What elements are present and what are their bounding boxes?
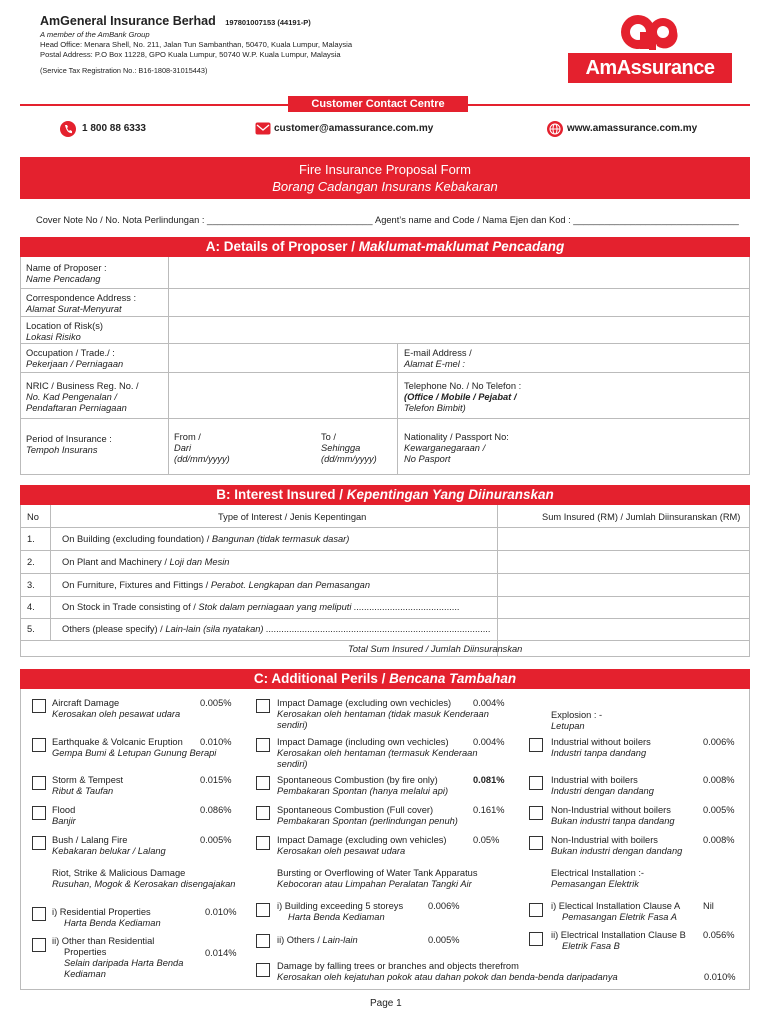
bursting-building-en: i) Building exceeding 5 storeys — [277, 901, 404, 911]
riot-other-ms1: Selain daripada Harta Benda — [64, 958, 184, 968]
brand-badge — [568, 53, 732, 83]
peril-rate: 0.005% — [200, 835, 232, 845]
peril-ms: Kebakaran belukar / Lalang — [52, 846, 166, 856]
nric-ms2: Pendaftaran Perniagaan — [26, 403, 127, 413]
peril-ms: Ribut & Taufan — [52, 786, 114, 796]
electrical-a-rate: Nil — [703, 901, 714, 911]
company-header — [40, 14, 540, 76]
row-interest-ms: Perabot. Lengkapan dan Pemasangan — [210, 580, 371, 590]
row-no: 4. — [27, 602, 35, 612]
to-format: (dd/mm/yyyy) — [321, 454, 377, 464]
company-name: AmGeneral Insurance Berhad — [40, 14, 216, 28]
row-no: 5. — [27, 624, 35, 634]
col-no-header: No — [27, 512, 39, 522]
page-number: Page 1 — [370, 998, 402, 1009]
address-input[interactable] — [170, 290, 748, 315]
occupation-input[interactable] — [170, 345, 396, 371]
peril-label — [277, 835, 447, 857]
explosion-label — [551, 805, 675, 827]
section-b-title-en: B: Interest Insured / — [216, 487, 347, 502]
nationality-en: Nationality / Passport No: — [404, 432, 509, 442]
explosion-checkbox[interactable] — [529, 776, 543, 790]
sum-insured-input[interactable] — [499, 552, 749, 572]
proposer-name-input[interactable] — [170, 259, 748, 287]
electrical-a-label — [551, 901, 680, 923]
peril-label — [52, 835, 166, 857]
explosion-option-ms: Bukan industri dengan dandang — [551, 846, 683, 856]
electrical-en: Electrical Installation :- — [551, 868, 645, 878]
peril-checkbox[interactable] — [32, 806, 46, 820]
section-b-title-ms: Kepentingan Yang Diinuranskan — [346, 487, 554, 502]
explosion-rate: 0.005% — [703, 805, 735, 815]
explosion-rate: 0.006% — [703, 737, 735, 747]
riot-other-checkbox[interactable] — [32, 938, 46, 952]
peril-ms: Gempa Bumi & Letupan Gunung Berapi — [52, 748, 217, 758]
peril-rate: 0.081% — [473, 775, 505, 785]
company-reg: 197801007153 (44191-P) — [225, 18, 311, 27]
nric-input[interactable] — [170, 374, 396, 417]
riot-other-ms2: Kediaman — [64, 969, 106, 979]
period-label — [26, 434, 112, 456]
peril-ms: Kerosakan oleh hentaman (termasuk Kenderaan sendiri) — [277, 748, 478, 769]
telephone-en: Telephone No. / No Telefon : — [404, 381, 522, 391]
riot-residential-en: i) Residential Properties — [52, 907, 151, 917]
peril-rate: 0.161% — [473, 805, 505, 815]
peril-ms: Banjir — [52, 816, 76, 826]
address-label — [26, 293, 136, 315]
location-en: Location of Risk(s) — [26, 321, 103, 331]
bursting-others-ms: Lain-lain — [322, 935, 358, 945]
peril-en: Flood — [52, 805, 76, 815]
explosion-option-en: Non-Industrial without boilers — [551, 805, 671, 815]
explosion-checkbox[interactable] — [529, 738, 543, 752]
peril-ms: Pembakaran Spontan (perlindungan penuh) — [277, 816, 458, 826]
address-ms: Alamat Surat-Menyurat — [26, 304, 122, 314]
peril-en: Spontaneous Combustion (by fire only) — [277, 775, 438, 785]
peril-ms: Kerosakan oleh pesawat udara — [277, 846, 406, 856]
electrical-a-checkbox[interactable] — [529, 903, 543, 917]
bursting-building-checkbox[interactable] — [256, 903, 270, 917]
bursting-en: Bursting or Overflowing of Water Tank Apparatus — [277, 868, 478, 878]
period-from-field[interactable] — [174, 432, 230, 465]
peril-label — [277, 805, 458, 827]
contact-website[interactable]: www.amassurance.com.my — [567, 123, 698, 134]
peril-rate: 0.015% — [200, 775, 232, 785]
explosion-label — [551, 737, 651, 759]
address-en: Correspondence Address : — [26, 293, 137, 303]
riot-en: Riot, Strike & Malicious Damage — [52, 868, 186, 878]
section-c-title-en: C: Additional Perils / — [253, 671, 390, 686]
peril-label — [277, 737, 497, 770]
peril-label — [277, 775, 448, 797]
to-en: To / — [321, 432, 336, 442]
section-a-header — [20, 237, 750, 257]
explosion-option-ms: Industri tanpa dandang — [551, 748, 647, 758]
falling-trees-ms: Kerosakan oleh kejatuhan pokok atau dahan pokok dan benda-benda daripadanya — [277, 972, 618, 982]
form-title-ms: Borang Cadangan Insurans Kebakaran — [272, 179, 498, 194]
row-interest-en: On Furniture, Fixtures and Fittings / — [62, 580, 211, 590]
bursting-others-rate: 0.005% — [428, 935, 460, 945]
riot-residential-checkbox[interactable] — [32, 907, 46, 921]
peril-ms: Kerosakan oleh hentaman (tidak masuk Kenderaan sendiri) — [277, 709, 489, 730]
proposer-name-en: Name of Proposer : — [26, 263, 107, 273]
col-sum-header: Sum Insured (RM) / Jumlah Diinsuranskan (RM) — [542, 512, 741, 522]
from-ms: Dari — [174, 443, 192, 453]
peril-en: Impact Damage (including own vechicles) — [277, 737, 449, 747]
riot-other-rate: 0.014% — [205, 948, 237, 958]
peril-label — [52, 805, 76, 827]
explosion-rate: 0.008% — [703, 775, 735, 785]
row-interest-ms: Stok dalam perniagaan yang meliputi ......................................... — [198, 602, 460, 612]
riot-heading — [52, 868, 235, 890]
electrical-b-en: ii) Electrical Installation Clause B — [551, 930, 686, 940]
form-title-en: Fire Insurance Proposal Form — [299, 162, 471, 177]
phone-icon — [60, 121, 76, 137]
peril-label — [52, 698, 180, 720]
peril-rate: 0.086% — [200, 805, 232, 815]
riot-residential-rate: 0.010% — [205, 907, 237, 917]
falling-trees-checkbox[interactable] — [256, 963, 270, 977]
nric-ms1: No. Kad Pengenalan / — [26, 392, 117, 402]
bursting-building-ms: Harta Benda Kediaman — [288, 912, 385, 922]
explosion-checkbox[interactable] — [529, 836, 543, 850]
section-a-title-ms: Maklumat-maklumat Pencadang — [358, 239, 565, 254]
company-member: A member of the AmBank Group — [40, 30, 150, 39]
peril-ms: Pembakaran Spontan (hanya melalui api) — [277, 786, 449, 796]
row-no: 1. — [27, 534, 35, 544]
amassurance-logo — [618, 12, 680, 52]
row-interest-en: On Stock in Trade consisting of / — [62, 602, 199, 612]
peril-checkbox[interactable] — [32, 738, 46, 752]
bursting-ms: Kebocoran atau Limpahan Peralatan Tangki Air — [277, 879, 472, 889]
electrical-b-rate: 0.056% — [703, 930, 735, 940]
riot-other-en2: Properties — [64, 947, 107, 957]
row-interest-en: On Plant and Machinery / — [62, 557, 170, 567]
peril-checkbox[interactable] — [256, 699, 270, 713]
contact-phone[interactable]: 1 800 88 6333 — [82, 123, 146, 134]
riot-other-label — [52, 936, 183, 980]
nationality-label — [404, 432, 509, 465]
total-sum-input[interactable] — [499, 642, 749, 656]
explosion-option-ms: Bukan industri tanpa dandang — [551, 816, 675, 826]
peril-rate: 0.005% — [200, 698, 232, 708]
electrical-heading — [551, 868, 644, 890]
nationality-ms1: Kewarganegaraan / — [404, 443, 486, 453]
to-ms: Sehingga — [321, 443, 361, 453]
nric-en: NRIC / Business Reg. No. / — [26, 381, 139, 391]
row-interest — [62, 624, 491, 635]
occupation-en: Occupation / Trade./ : — [26, 348, 115, 358]
sum-insured-input[interactable] — [499, 529, 749, 549]
bursting-heading — [277, 868, 478, 890]
electrical-b-ms: Eletrik Fasa B — [562, 941, 620, 951]
peril-rate: 0.05% — [473, 835, 500, 845]
electrical-ms: Pemasangan Elektrik — [551, 879, 639, 889]
explosion-option-en: Industrial without boilers — [551, 737, 651, 747]
electrical-b-checkbox[interactable] — [529, 932, 543, 946]
globe-icon — [547, 121, 563, 137]
row-interest — [62, 602, 460, 613]
peril-checkbox[interactable] — [256, 776, 270, 790]
total-sum-label: Total Sum Insured / Jumlah Diinsuranskan — [348, 644, 523, 654]
head-office: Head Office: Menara Shell, No. 211, Jalan Tun Sambanthan, 50470, Kuala Lumpur, Malaysia — [40, 40, 353, 49]
from-en: From / — [174, 432, 201, 442]
explosion-rate: 0.008% — [703, 835, 735, 845]
peril-en: Impact Damage (excluding own vechicles) — [277, 698, 452, 708]
agent-field[interactable]: Agent’s name and Code / Nama Ejen dan Kod : ________________________________ — [375, 215, 739, 225]
bursting-others-en: ii) Others / — [277, 935, 323, 945]
occupation-ms: Pekerjaan / Perniagaan — [26, 359, 124, 369]
peril-checkbox[interactable] — [32, 699, 46, 713]
form-title-box — [20, 157, 750, 199]
contact-centre-title: Customer Contact Centre — [311, 98, 445, 110]
cover-note-field[interactable]: Cover Note No / No. Nota Perlindungan : ________________________________ — [36, 215, 373, 225]
riot-residential-label — [52, 907, 161, 929]
peril-rate: 0.004% — [473, 737, 505, 747]
row-no: 3. — [27, 580, 35, 590]
occupation-label — [26, 348, 123, 370]
peril-checkbox[interactable] — [32, 776, 46, 790]
postal-address: Postal Address: P.O Box 11228, GPO Kuala Lumpur, 50740 W.P. Kuala Lumpur, Malaysia — [40, 50, 341, 59]
peril-checkbox[interactable] — [256, 836, 270, 850]
period-en: Period of Insurance : — [26, 434, 112, 444]
peril-checkbox[interactable] — [256, 806, 270, 820]
nationality-ms2: No Pasport — [404, 454, 451, 464]
peril-label — [52, 737, 216, 759]
location-label — [26, 321, 103, 343]
peril-en: Bush / Lalang Fire — [52, 835, 128, 845]
row-interest-en: On Building (excluding foundation) / — [62, 534, 212, 544]
proposer-name-label — [26, 263, 107, 285]
row-interest — [62, 557, 229, 568]
peril-en: Impact Damage (excluding own vehicles) — [277, 835, 447, 845]
email-en: E-mail Address / — [404, 348, 472, 358]
period-to-field[interactable] — [321, 432, 377, 465]
period-ms: Tempoh Insurans — [26, 445, 98, 455]
peril-label — [277, 698, 497, 731]
bursting-others-label — [277, 935, 358, 946]
row-interest-en: Others (please specify) / — [62, 624, 166, 634]
row-interest-ms: Bangunan (tidak termasuk dasar) — [211, 534, 350, 544]
sum-insured-input[interactable] — [499, 620, 749, 639]
location-ms: Lokasi Risiko — [26, 332, 81, 342]
peril-rate: 0.004% — [473, 698, 505, 708]
peril-checkbox[interactable] — [256, 738, 270, 752]
row-no: 2. — [27, 557, 35, 567]
explosion-checkbox[interactable] — [529, 806, 543, 820]
email-icon — [255, 122, 271, 135]
section-c-title-ms: Bencana Tambahan — [389, 671, 517, 686]
peril-en: Spontaneous Combustion (Full cover) — [277, 805, 434, 815]
explosion-label — [551, 835, 682, 857]
email-label — [404, 348, 472, 370]
electrical-a-en: i) Electical Installation Clause A — [551, 901, 681, 911]
sst-registration: (Service Tax Registration No.: B16-1808-31015443) — [40, 66, 208, 75]
location-input[interactable] — [170, 318, 748, 342]
bursting-building-rate: 0.006% — [428, 901, 460, 911]
electrical-b-label — [551, 930, 686, 952]
explosion-option-en: Industrial with boilers — [551, 775, 638, 785]
col-type-header: Type of Interest / Jenis Kepentingan — [218, 512, 367, 522]
riot-other-en1: ii) Other than Residential — [52, 936, 155, 946]
explosion-option-en: Non-Industrial with boilers — [551, 835, 658, 845]
riot-ms: Rusuhan, Mogok & Kerosakan disengajakan — [52, 879, 236, 889]
row-interest-ms: Lain-lain (sila nyatakan) ....................................................................................... — [165, 624, 491, 634]
peril-ms: Kerosakan oleh pesawat udara — [52, 709, 181, 719]
falling-trees-label — [277, 961, 618, 983]
peril-rate: 0.010% — [200, 737, 232, 747]
row-interest — [62, 580, 370, 591]
section-b-header — [20, 485, 750, 505]
bursting-others-checkbox[interactable] — [256, 934, 270, 948]
bursting-building-label — [277, 901, 403, 923]
contact-email[interactable]: customer@amassurance.com.my — [274, 123, 434, 134]
electrical-a-ms: Pemasangan Eletrik Fasa A — [562, 912, 677, 922]
explosion-option-ms: Industri dengan dandang — [551, 786, 654, 796]
sum-insured-input[interactable] — [499, 575, 749, 595]
from-format: (dd/mm/yyyy) — [174, 454, 230, 464]
contact-centre-badge — [288, 96, 468, 112]
telephone-sub: (Office / Mobile / Pejabat / — [404, 392, 517, 402]
telephone-ms: Telefon Bimbit) — [404, 403, 466, 413]
section-a-title-en: A: Details of Proposer / — [205, 239, 359, 254]
explosion-ms: Letupan — [551, 721, 585, 731]
riot-residential-ms: Harta Benda Kediaman — [64, 918, 161, 928]
peril-en: Storm & Tempest — [52, 775, 124, 785]
falling-trees-en: Damage by falling trees or branches and objects therefrom — [277, 961, 519, 971]
explosion-heading — [551, 710, 602, 732]
falling-trees-rate: 0.010% — [704, 972, 736, 982]
proposer-name-ms: Name Pencadang — [26, 274, 101, 284]
nric-label — [26, 381, 139, 414]
peril-en: Earthquake & Volcanic Eruption — [52, 737, 183, 747]
explosion-label — [551, 775, 654, 797]
sum-insured-input[interactable] — [499, 598, 749, 617]
email-ms: Alamat E-mel : — [404, 359, 465, 369]
peril-label — [52, 775, 123, 797]
row-interest — [62, 534, 349, 545]
peril-en: Aircraft Damage — [52, 698, 120, 708]
peril-checkbox[interactable] — [32, 836, 46, 850]
section-c-header — [20, 669, 750, 689]
telephone-label — [404, 381, 521, 414]
brand-name: AmAssurance — [585, 57, 715, 79]
row-interest-ms: Loji dan Mesin — [169, 557, 230, 567]
explosion-en: Explosion : - — [551, 710, 603, 720]
